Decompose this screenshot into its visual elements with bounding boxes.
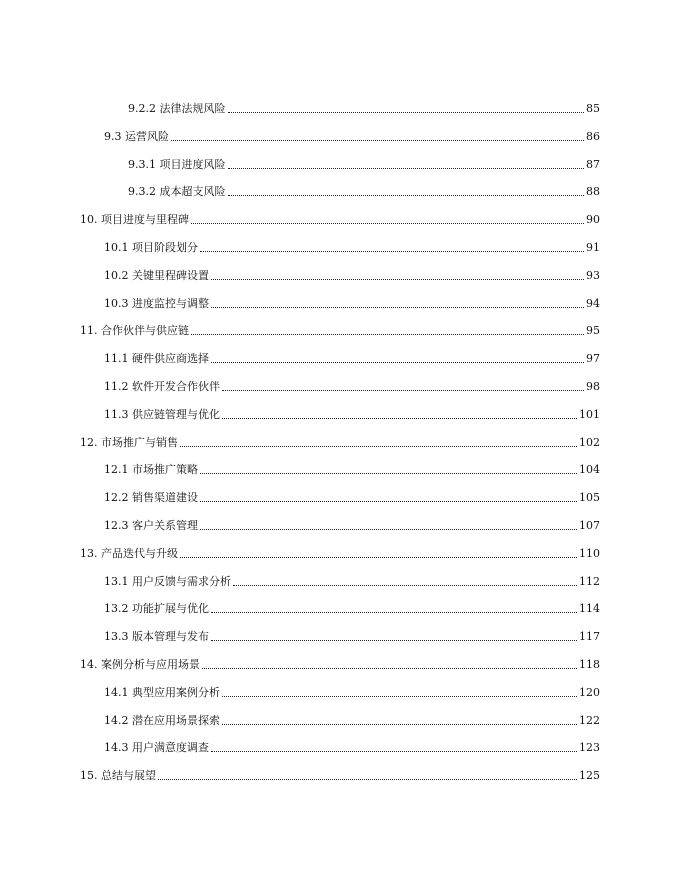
toc-entry-page-number: 101: [579, 407, 600, 421]
toc-entry-title: 12.3 客户关系管理: [104, 519, 198, 532]
toc-entry-page-number: 94: [586, 296, 600, 310]
toc-entry[interactable]: [128, 96, 600, 116]
toc-entry-title: 9.3.2 成本超支风险: [128, 185, 226, 199]
toc-entry[interactable]: [104, 457, 600, 477]
toc-entry-page-number: 114: [579, 602, 600, 616]
toc-entry-page-number: 107: [579, 519, 600, 532]
toc-dot-leader: [222, 417, 577, 419]
toc-dot-leader: [211, 361, 584, 363]
toc-entry[interactable]: [104, 291, 600, 311]
toc-dot-leader: [222, 723, 577, 725]
toc-entry-title: 9.2.2 法律法规风险: [128, 102, 226, 115]
toc-entry-title: 13. 产品迭代与升级: [80, 546, 178, 560]
toc-entry[interactable]: [80, 318, 600, 338]
toc-entry-title: 11. 合作伙伴与供应链: [80, 324, 189, 338]
toc-entry-title: 10.1 项目阶段划分: [104, 241, 198, 254]
toc-entry-title: 10.2 关键里程碑设置: [104, 268, 209, 282]
toc-entry-title: 14.2 潜在应用场景探索: [104, 713, 220, 727]
toc-entry-page-number: 120: [579, 685, 600, 699]
toc-entry-page-number: 125: [579, 769, 600, 783]
toc-dot-leader: [202, 667, 577, 669]
toc-entry[interactable]: [128, 179, 600, 199]
toc-entry[interactable]: [104, 735, 600, 755]
toc-entry-page-number: 90: [586, 213, 600, 227]
toc-entry-title: 12.1 市场推广策略: [104, 463, 198, 477]
toc-dot-leader: [191, 222, 584, 224]
toc-entry-title: 9.3.1 项目进度风险: [128, 157, 226, 171]
toc-entry-page-number: 110: [579, 546, 600, 560]
toc-entry-title: 13.1 用户反馈与需求分析: [104, 574, 231, 588]
toc-dot-leader: [222, 695, 577, 697]
toc-entry-title: 12.2 销售渠道建设: [104, 491, 198, 505]
toc-entry-page-number: 122: [579, 713, 600, 727]
toc-entry-page-number: 104: [579, 463, 600, 477]
toc-dot-leader: [211, 639, 577, 641]
toc-entry-page-number: 105: [579, 491, 600, 505]
toc-dot-leader: [180, 445, 577, 447]
toc-dot-leader: [233, 584, 577, 586]
toc-entry[interactable]: [104, 569, 600, 589]
toc-entry-title: 14. 案例分析与应用场景: [80, 658, 200, 671]
toc-entry-page-number: 102: [579, 435, 600, 449]
toc-entry[interactable]: [104, 708, 600, 728]
toc-entry[interactable]: [104, 235, 600, 255]
toc-entry-page-number: 85: [586, 102, 600, 115]
toc-entry-title: 15. 总结与展望: [80, 769, 156, 783]
toc-entry-page-number: 97: [586, 352, 600, 366]
toc-entry-page-number: 118: [579, 658, 600, 671]
toc-dot-leader: [200, 528, 577, 530]
toc-entry[interactable]: [104, 680, 600, 700]
toc-entry-page-number: 112: [579, 574, 600, 588]
toc-entry[interactable]: [80, 652, 600, 672]
toc-dot-leader: [200, 472, 577, 474]
toc-dot-leader: [200, 250, 584, 252]
toc-dot-leader: [158, 778, 577, 780]
toc-entry-title: 14.3 用户满意度调查: [104, 741, 209, 755]
toc-entry-title: 10. 项目进度与里程碑: [80, 213, 189, 227]
toc-entry-title: 11.2 软件开发合作伙伴: [104, 380, 220, 393]
toc-entry[interactable]: [104, 263, 600, 283]
toc-entry[interactable]: [80, 207, 600, 227]
toc-entry[interactable]: [104, 596, 600, 616]
toc-entry[interactable]: [80, 430, 600, 450]
toc-entry-title: 10.3 进度监控与调整: [104, 296, 209, 310]
toc-entry-page-number: 95: [586, 324, 600, 338]
toc-entry-page-number: 93: [586, 268, 600, 282]
toc-dot-leader: [228, 194, 585, 196]
toc-entry[interactable]: [80, 763, 600, 783]
toc-entry[interactable]: [104, 485, 600, 505]
toc-dot-leader: [228, 167, 585, 169]
toc-entry-page-number: 86: [586, 129, 600, 143]
toc-entry-title: 9.3 运营风险: [104, 129, 169, 143]
toc-entry-title: 13.3 版本管理与发布: [104, 630, 209, 644]
toc-entry[interactable]: [104, 402, 600, 422]
toc-entry[interactable]: [80, 541, 600, 561]
toc-dot-leader: [211, 750, 577, 752]
toc-dot-leader: [171, 139, 584, 141]
toc-entry-title: 14.1 典型应用案例分析: [104, 685, 220, 699]
toc-entry-title: 13.2 功能扩展与优化: [104, 602, 209, 616]
toc-entry-page-number: 88: [586, 185, 600, 199]
toc-dot-leader: [191, 333, 584, 335]
toc-dot-leader: [228, 111, 585, 113]
toc-entry[interactable]: [104, 346, 600, 366]
toc-entry-page-number: 123: [579, 741, 600, 755]
toc-dot-leader: [211, 306, 584, 308]
toc-entry[interactable]: [128, 152, 600, 172]
toc-dot-leader: [222, 389, 584, 391]
toc-entry-title: 11.3 供应链管理与优化: [104, 407, 220, 421]
toc-entry[interactable]: [104, 374, 600, 394]
toc-entry-page-number: 87: [586, 157, 600, 171]
toc-dot-leader: [200, 500, 577, 502]
toc-entry-title: 12. 市场推广与销售: [80, 435, 178, 449]
toc-dot-leader: [180, 556, 577, 558]
toc-dot-leader: [211, 611, 577, 613]
toc-entry[interactable]: [104, 124, 600, 144]
toc-entry[interactable]: [104, 513, 600, 533]
toc-entry[interactable]: [104, 624, 600, 644]
toc-entry-page-number: 91: [586, 241, 600, 254]
toc-entry-page-number: 117: [579, 630, 600, 644]
toc-entry-title: 11.1 硬件供应商选择: [104, 352, 209, 366]
toc-dot-leader: [211, 278, 584, 280]
toc-entry-page-number: 98: [586, 380, 600, 393]
